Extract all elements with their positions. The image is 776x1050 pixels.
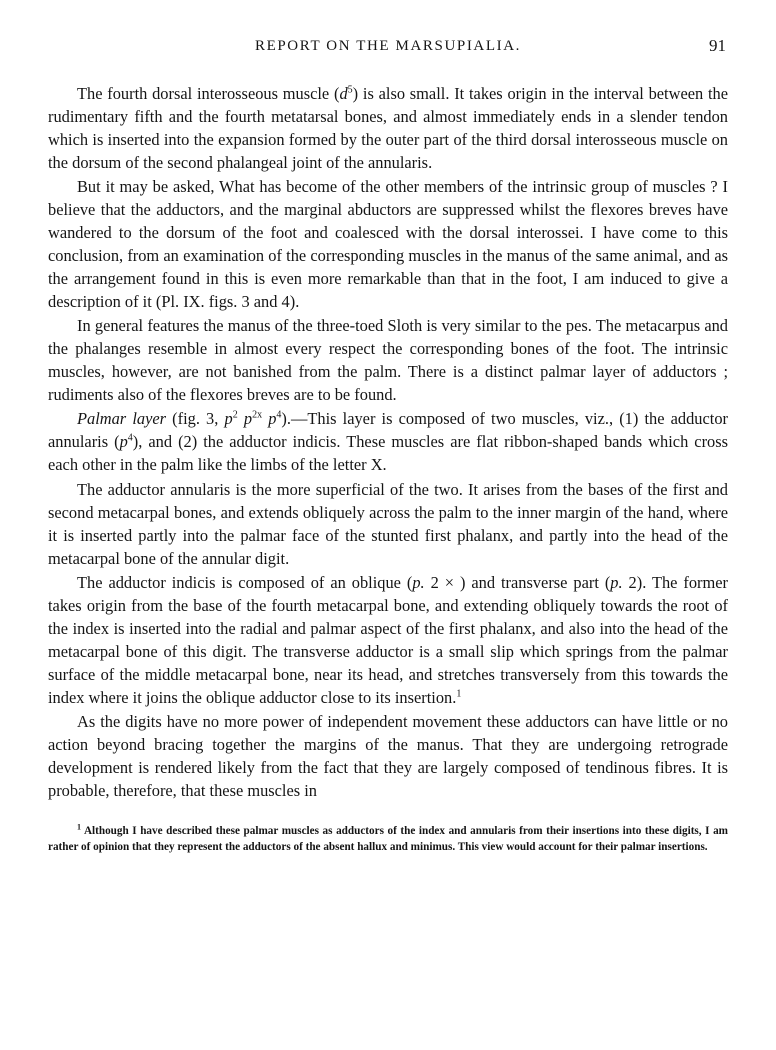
body-text (48, 83, 728, 803)
running-header (48, 38, 728, 64)
page (48, 38, 728, 855)
paragraph: The fourth dorsal interosseous muscle $(d^5)$ is also small. It takes origin in the interval between the rudimentary fifth and the fourth metatarsal bones, and almost immediately ends in a slender tendon which is inserted into the expansion formed by the outer part of the third dorsal interosseous muscle on the dorsum of the second phalangeal joint of the annularis. (48, 84, 728, 172)
paragraph: But it may be asked, What has become of the other members of the intrinsic group of muscles ? I believe that the adductors, and the marginal abductors are suppressed whilst the flexores breves have wandered to the dorsum of the foot and coalesced with the dorsal interossei. I have come to this conclusion, from an examination of the corresponding muscles in the manus of the same animal, and as the arrangement found in this is even more remarkable than that in the foot, I am induced to give a description of it (Pl. IX. figs. 3 and 4). (48, 177, 728, 311)
paragraph: The adductor annularis is the more superficial of the two. It arises from the bases of the first and second metacarpal bones, and extends obliquely across the palm to the inner margin of the hand, where it is inserted partly into the palmar face of the stunted first phalanx, and partly into the head of the metacarpal bone of the annular digit. (48, 479, 728, 568)
paragraph: As the digits have no more power of independent movement these adductors can have little or no action beyond bracing together the margins of the manus. That they are undergoing retrograde development is rendered likely from the fact that they are largely composed of tendinous fibres. It is probable, therefore, that these muscles in (48, 712, 728, 800)
footnote-reference: 1 (456, 688, 462, 700)
footnote-marker: 1 (77, 821, 81, 831)
paragraph: In general features the manus of the three-toed Sloth is very similar to the pes. The metacarpus and the phalanges resemble in almost every respect the corresponding bones of the foot. The intrinsic muscles, however, are not banished from the palm. There is a distinct palmar layer of adductors ; rudiments also of the flexores breves are to be found. (48, 316, 728, 404)
footnote: $^1$ Although I have described these palmar muscles as adductors of the index and annularis from their insertions into these digits, I am rather of opinion that they represent the adductors of the absent hallux and minimus. This view would account for their palmar insertions. (48, 821, 728, 853)
section-heading: Palmar layer (77, 409, 166, 429)
running-title: REPORT ON THE MARSUPIALIA. (255, 38, 521, 54)
page-number: 91 (709, 36, 726, 55)
paragraph: The adductor indicis is composed of an oblique (p. 2 × ) and transverse part (p. 2). The former takes origin from the base of the fourth metacarpal bone, and extending obliquely towards the root of the index is inserted into the radial and palmar aspect of the first phalanx, and also into the head of the metacarpal bone of this digit. The transverse adductor is a small slip which springs from the palmar surface of the middle metacarpal bone, near its head, and stretches transversely from this towards the index where it joins the oblique adductor close to its insertion.$^1$ (48, 573, 728, 707)
footnotes (48, 823, 728, 855)
paragraph: Palmar layer (fig. 3, $p^2$ $p^{2x}$ $p^4).—This$ layer is composed of two muscles, viz., (1) the adductor annularis $(p^4)$, and (2) the adductor indicis. These muscles are flat ribbon-shaped bands which cross each other in the palm like the limbs of the letter X. (48, 409, 728, 475)
